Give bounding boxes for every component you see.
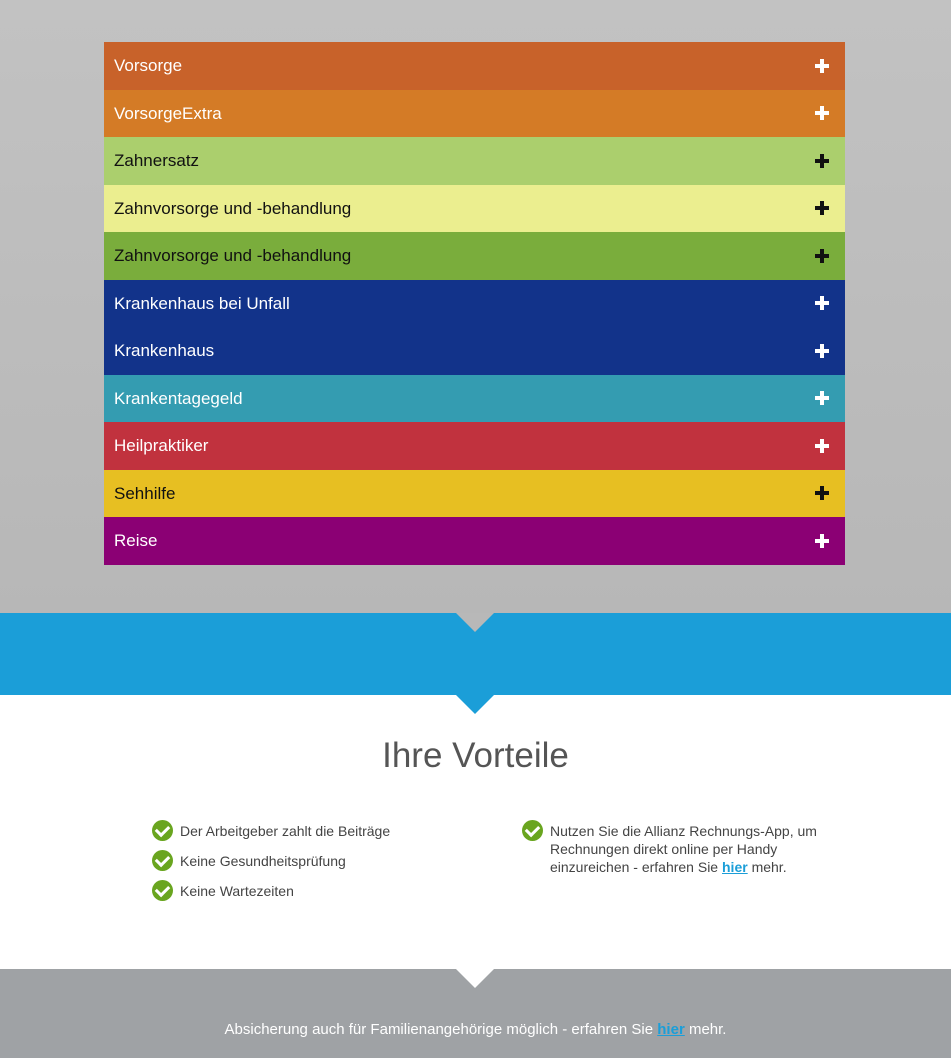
check-circle-icon	[152, 880, 173, 901]
accordion-item-label: Zahnvorsorge und -behandlung	[114, 246, 352, 266]
plus-icon[interactable]	[815, 249, 829, 263]
accordion-item-label: Vorsorge	[114, 56, 183, 76]
accordion-item[interactable]	[104, 517, 845, 565]
accordion-item[interactable]	[104, 422, 845, 470]
section-notch	[456, 969, 494, 988]
family-info-link[interactable]: hier	[657, 1021, 685, 1038]
accordion-item-label: VorsorgeExtra	[114, 103, 222, 123]
benefit-text	[550, 822, 822, 876]
benefit-text-after: mehr.	[747, 859, 787, 875]
benefit-item	[152, 822, 452, 843]
plus-icon[interactable]	[815, 439, 829, 453]
accordion-item-label: Zahnersatz	[114, 151, 200, 171]
product-accordion	[104, 42, 845, 565]
plus-icon[interactable]	[815, 201, 829, 215]
check-circle-icon	[522, 820, 543, 841]
accordion-item[interactable]	[104, 137, 845, 185]
benefit-text: Keine Wartezeiten	[180, 883, 294, 899]
app-info-link[interactable]: hier	[722, 859, 748, 875]
plus-icon[interactable]	[815, 344, 829, 358]
benefits-title: Ihre Vorteile	[382, 736, 569, 775]
footer-text-after: mehr.	[684, 1021, 727, 1038]
benefit-text: Der Arbeitgeber zahlt die Beiträge	[180, 823, 391, 839]
footer-text-before: Absicherung auch für Familienangehörige möglich - erfahren Sie	[224, 1021, 658, 1038]
plus-icon[interactable]	[815, 296, 829, 310]
accordion-item[interactable]	[104, 185, 845, 233]
accordion-item-label: Krankenhaus	[114, 341, 215, 361]
check-circle-icon	[152, 850, 173, 871]
accordion-item-label: Heilpraktiker	[114, 436, 209, 456]
section-notch	[456, 695, 494, 714]
accordion-item-label: Reise	[114, 531, 158, 551]
footer-text	[0, 1021, 951, 1038]
accordion-item-label: Krankenhaus bei Unfall	[114, 293, 290, 313]
accordion-item[interactable]	[104, 470, 845, 518]
accordion-item[interactable]	[104, 90, 845, 138]
benefit-text-before: Nutzen Sie die Allianz Rechnungs-App, um Rechnungen direkt online per Handy einzureichen - erfahren Sie	[550, 823, 817, 875]
benefit-item	[152, 852, 452, 873]
accordion-item[interactable]	[104, 327, 845, 375]
plus-icon[interactable]	[815, 106, 829, 120]
accordion-item-label: Sehhilfe	[114, 483, 176, 503]
accordion-item[interactable]	[104, 232, 845, 280]
benefit-text: Keine Gesundheitsprüfung	[180, 853, 346, 869]
accordion-item[interactable]	[104, 280, 845, 328]
benefits-list-right	[522, 822, 822, 885]
benefit-item	[152, 882, 452, 903]
benefits-section	[0, 714, 951, 969]
check-circle-icon	[152, 820, 173, 841]
benefit-item	[522, 822, 822, 876]
accordion-item-label: Krankentagegeld	[114, 388, 243, 408]
plus-icon[interactable]	[815, 59, 829, 73]
accordion-item[interactable]	[104, 42, 845, 90]
plus-icon[interactable]	[815, 154, 829, 168]
accordion-item-label: Zahnvorsorge und -behandlung	[114, 198, 352, 218]
plus-icon[interactable]	[815, 486, 829, 500]
plus-icon[interactable]	[815, 534, 829, 548]
benefits-list-left	[152, 822, 452, 912]
accordion-item[interactable]	[104, 375, 845, 423]
plus-icon[interactable]	[815, 391, 829, 405]
section-notch	[456, 613, 494, 632]
